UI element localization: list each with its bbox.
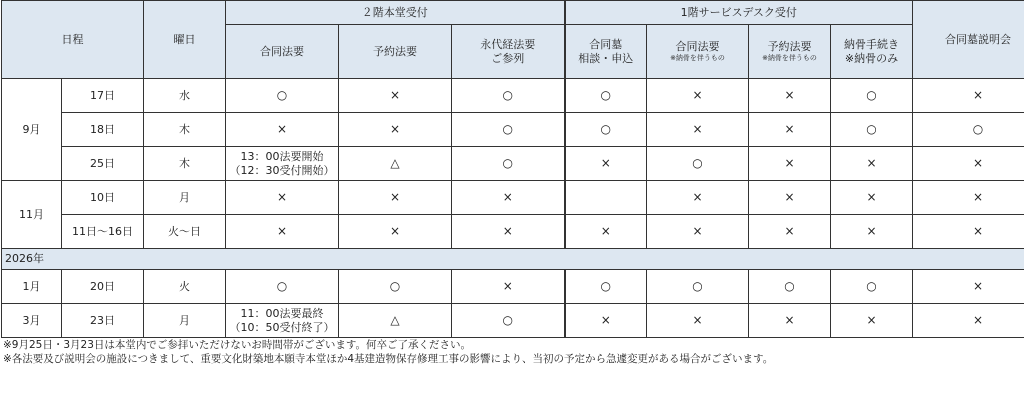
status-cell: × xyxy=(749,215,831,249)
status-cell: × xyxy=(831,181,913,215)
status-cell: ○ xyxy=(565,113,647,147)
status-cell: × xyxy=(749,113,831,147)
day-cell: 25日 xyxy=(62,147,144,181)
status-cell: × xyxy=(913,181,1024,215)
header-joint-memorial: 合同法要 xyxy=(226,25,339,79)
weekday-cell: 火～日 xyxy=(144,215,226,249)
status-cell: × xyxy=(831,147,913,181)
table-row xyxy=(2,270,1024,304)
status-cell xyxy=(565,181,647,215)
weekday-cell: 水 xyxy=(144,79,226,113)
status-cell: × xyxy=(452,215,565,249)
status-cell: × xyxy=(749,304,831,338)
day-cell: 18日 xyxy=(62,113,144,147)
month-cell: 1月 xyxy=(2,270,62,304)
status-cell: × xyxy=(913,304,1024,338)
weekday-cell: 木 xyxy=(144,113,226,147)
status-cell: × xyxy=(647,79,749,113)
status-cell: ○ xyxy=(749,270,831,304)
status-cell: ○ xyxy=(647,147,749,181)
status-cell: × xyxy=(452,181,565,215)
status-cell: × xyxy=(565,147,647,181)
header-schedule: 日程 xyxy=(2,1,144,79)
status-cell: ○ xyxy=(452,147,565,181)
weekday-cell: 月 xyxy=(144,304,226,338)
status-cell: × xyxy=(831,215,913,249)
status-cell-note: 11：00法要最終 （10：50受付終了） xyxy=(226,304,339,338)
day-cell: 10日 xyxy=(62,181,144,215)
year-separator-row xyxy=(2,249,1024,270)
note-line: ※9月25日・3月23日は本堂内でご参拝いただけないお時間帯がございます。何卒ご了承ください。 xyxy=(3,339,472,351)
table-row xyxy=(2,147,1024,181)
day-cell: 23日 xyxy=(62,304,144,338)
header-1f-service-desk: 1階サービスデスク受付 xyxy=(565,1,913,25)
status-cell: × xyxy=(647,215,749,249)
month-cell: 3月 xyxy=(2,304,62,338)
status-cell: ○ xyxy=(831,113,913,147)
status-cell: × xyxy=(226,215,339,249)
day-cell: 11日～16日 xyxy=(62,215,144,249)
status-cell: × xyxy=(339,181,452,215)
status-cell: × xyxy=(565,304,647,338)
header-joint-memorial-1f: 合同法要 ※納骨を伴うもの xyxy=(647,25,749,79)
status-cell: ○ xyxy=(831,79,913,113)
status-cell: × xyxy=(647,113,749,147)
header-2f-reception: ２階本堂受付 xyxy=(226,1,565,25)
status-cell-note: 13：00法要開始 （12：30受付開始） xyxy=(226,147,339,181)
status-cell: × xyxy=(913,270,1024,304)
header-joint-grave-briefing: 合同墓説明会 xyxy=(913,1,1024,79)
status-cell: ○ xyxy=(452,79,565,113)
year-label: 2026年 xyxy=(2,249,1024,270)
status-cell: △ xyxy=(339,304,452,338)
schedule-table xyxy=(1,0,1024,338)
month-cell: 11月 xyxy=(2,181,62,249)
status-cell: × xyxy=(647,304,749,338)
status-cell: × xyxy=(831,304,913,338)
status-cell: × xyxy=(749,181,831,215)
status-cell: × xyxy=(749,147,831,181)
table-row xyxy=(2,215,1024,249)
weekday-cell: 木 xyxy=(144,147,226,181)
status-cell: ○ xyxy=(339,270,452,304)
day-cell: 17日 xyxy=(62,79,144,113)
status-cell: ○ xyxy=(226,270,339,304)
table-row xyxy=(2,181,1024,215)
status-cell: × xyxy=(565,215,647,249)
status-cell: × xyxy=(452,270,565,304)
status-cell: ○ xyxy=(565,79,647,113)
status-cell: × xyxy=(749,79,831,113)
status-cell: × xyxy=(226,181,339,215)
status-cell: ○ xyxy=(913,113,1024,147)
status-cell: × xyxy=(913,147,1024,181)
table-row xyxy=(2,304,1024,338)
status-cell: × xyxy=(647,181,749,215)
status-cell: × xyxy=(226,113,339,147)
header-interment: 納骨手続き ※納骨のみ xyxy=(831,25,913,79)
header-weekday: 曜日 xyxy=(144,1,226,79)
status-cell: ○ xyxy=(452,304,565,338)
header-reservation-1f: 予約法要 ※納骨を伴うもの xyxy=(749,25,831,79)
status-cell: ○ xyxy=(647,270,749,304)
status-cell: × xyxy=(339,79,452,113)
table-row xyxy=(2,79,1024,113)
weekday-cell: 月 xyxy=(144,181,226,215)
header-reservation: 予約法要 xyxy=(339,25,452,79)
status-cell: ○ xyxy=(452,113,565,147)
status-cell: × xyxy=(339,113,452,147)
status-cell: × xyxy=(339,215,452,249)
status-cell: × xyxy=(913,215,1024,249)
month-cell: 9月 xyxy=(2,79,62,181)
status-cell: ○ xyxy=(831,270,913,304)
status-cell: ○ xyxy=(226,79,339,113)
header-eternal-sutra: 永代経法要 ご参列 xyxy=(452,25,565,79)
status-cell: △ xyxy=(339,147,452,181)
status-cell: ○ xyxy=(565,270,647,304)
status-cell: × xyxy=(913,79,1024,113)
day-cell: 20日 xyxy=(62,270,144,304)
header-joint-grave-consult: 合同墓 相談・申込 xyxy=(565,25,647,79)
table-row xyxy=(2,113,1024,147)
notes xyxy=(3,338,1024,366)
weekday-cell: 火 xyxy=(144,270,226,304)
note-line: ※各法要及び説明会の施設につきまして、重要文化財築地本願寺本堂ほか4基建造物保存修理工事の影響により、当初の予定から急遽変更がある場合がございます。 xyxy=(3,353,774,365)
